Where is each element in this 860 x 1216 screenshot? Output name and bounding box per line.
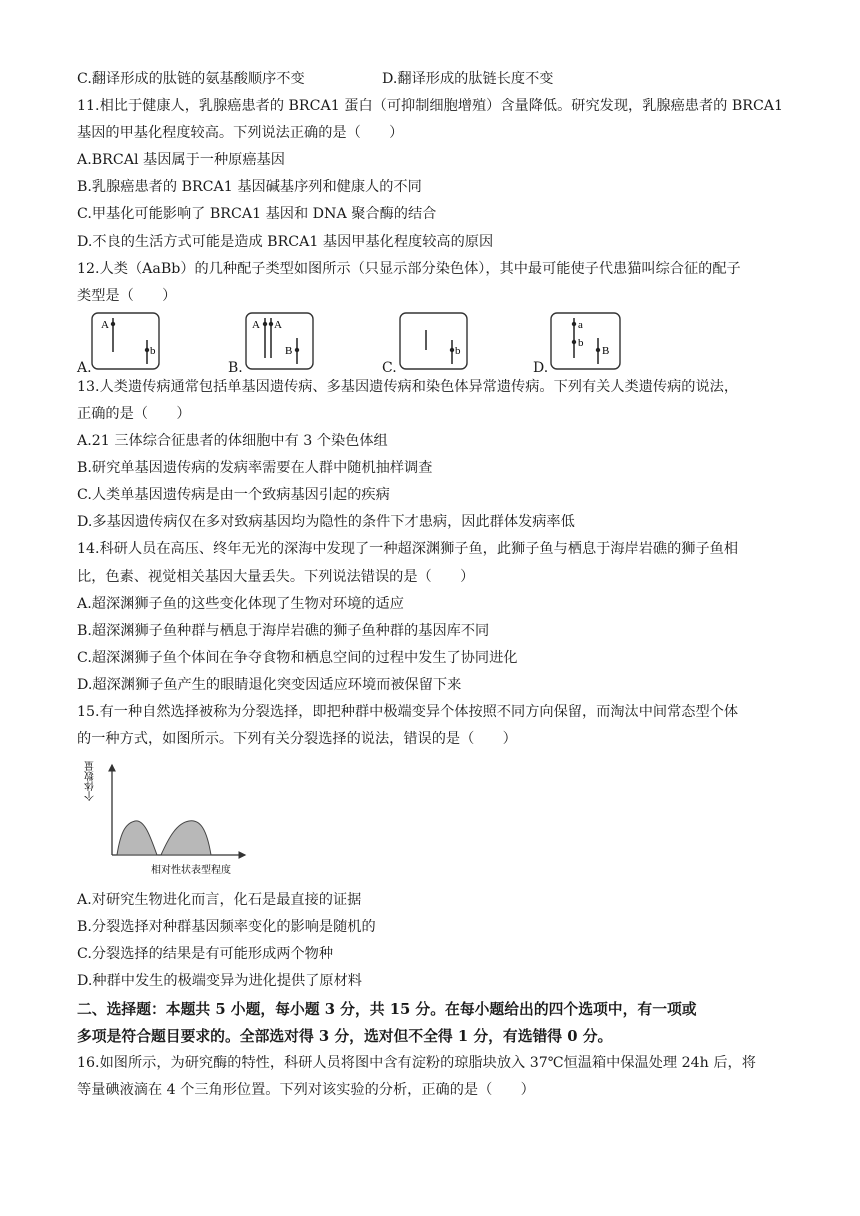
q10-options-row bbox=[77, 66, 785, 93]
q15-stem-line1: 15.有一种自然选择被称为分裂选择，即把种群中极端变异个体按照不同方向保留，而淘汰中间常态型个体 bbox=[77, 703, 739, 720]
q13-option-c[interactable]: C.人类单基因遗传病是由一个致病基因引起的疾病 bbox=[77, 487, 390, 504]
q15-option-a[interactable]: A.对研究生物进化而言，化石是最直接的证据 bbox=[77, 892, 362, 909]
q14-option-b[interactable]: B.超深渊狮子鱼种群与栖息于海岸岩礁的狮子鱼种群的基因库不同 bbox=[77, 622, 490, 639]
q12-option-a-letter: A. bbox=[77, 359, 92, 376]
q13-option-b[interactable]: B.研究单基因遗传病的发病率需要在人群中随机抽样调查 bbox=[77, 460, 433, 477]
q16-stem-line1: 16.如图所示，为研究酶的特性，科研人员将图中含有淀粉的琼脂块放入 37℃恒温箱中保温处理 24h 后，将 bbox=[77, 1054, 756, 1071]
q10-option-c[interactable]: C.翻译形成的肽链的氨基酸顺序不变 bbox=[77, 71, 305, 87]
q13-option-d[interactable]: D.多基因遗传病仅在多对致病基因均为隐性的条件下才患病，因此群体发病率低 bbox=[77, 514, 575, 531]
q13-stem-line1: 13.人类遗传病通常包括单基因遗传病、多基因遗传病和染色体异常遗传病。下列有关人类遗传病的说法， bbox=[77, 378, 739, 395]
allele-label: b bbox=[455, 344, 461, 357]
graph-y-label: 个体数量 bbox=[85, 761, 97, 802]
q11-stem-line1: 11.相比于健康人，乳腺癌患者的 BRCA1 蛋白（可抑制细胞增殖）含量降低。研究发现，乳腺癌患者的 BRCA1 bbox=[77, 98, 784, 115]
allele-label: b bbox=[578, 336, 584, 349]
q12-gamete-options bbox=[77, 312, 785, 374]
allele-label: a bbox=[578, 318, 583, 331]
q12-stem-line2: 类型是（ ） bbox=[77, 287, 177, 304]
q13-option-a[interactable]: A.21 三体综合征患者的体细胞中有 3 个染色体组 bbox=[77, 433, 388, 450]
q12-option-a[interactable] bbox=[77, 312, 167, 374]
disruptive-selection-diagram bbox=[77, 759, 257, 877]
q12-option-d[interactable] bbox=[533, 312, 633, 374]
q12-option-c[interactable] bbox=[382, 312, 472, 374]
allele-label: B bbox=[285, 344, 293, 357]
q15-option-d[interactable]: D.种群中发生的极端变异为进化提供了原材料 bbox=[77, 973, 362, 990]
q13-stem-line2: 正确的是（ ） bbox=[77, 405, 191, 422]
q14-option-a[interactable]: A.超深渊狮子鱼的这些变化体现了生物对环境的适应 bbox=[77, 595, 404, 612]
q11-option-b[interactable]: B.乳腺癌患者的 BRCA1 基因碱基序列和健康人的不同 bbox=[77, 179, 422, 196]
q12-stem-line1: 12.人类（AaBb）的几种配子类型如图所示（只显示部分染色体），其中最可能使子代患猫叫综合征的配子 bbox=[77, 260, 741, 277]
q14-option-c[interactable]: C.超深渊狮子鱼个体间在争夺食物和栖息空间的过程中发生了协同进化 bbox=[77, 649, 518, 666]
graph-x-label: 相对性状表型程度 bbox=[151, 865, 231, 877]
q14-stem-line2: 比，色素、视觉相关基因大量丢失。下列说法错误的是（ ） bbox=[77, 568, 475, 585]
gamete-d-diagram bbox=[550, 312, 622, 372]
q12-option-d-letter: D. bbox=[533, 359, 549, 376]
q15-selection-graph bbox=[77, 759, 785, 879]
q12-option-c-letter: C. bbox=[382, 359, 397, 376]
q15-option-c[interactable]: C.分裂选择的结果是有可能形成两个物种 bbox=[77, 946, 334, 963]
q14-stem-line1: 14.科研人员在高压、终年无光的深海中发现了一种超深渊狮子鱼，此狮子鱼与栖息于海岸岩礁的狮子鱼相 bbox=[77, 541, 739, 558]
allele-label: b bbox=[150, 344, 156, 357]
exam-page bbox=[77, 66, 785, 1104]
q15-option-b[interactable]: B.分裂选择对种群基因频率变化的影响是随机的 bbox=[77, 919, 376, 936]
q12-option-b-letter: B. bbox=[228, 359, 243, 376]
section2-heading-line1: 二、选择题：本题共 5 小题，每小题 3 分，共 15 分。在每小题给出的四个选项中，有一项或 bbox=[77, 1000, 697, 1018]
q15-stem-line2: 的一种方式，如图所示。下列有关分裂选择的说法，错误的是（ ） bbox=[77, 731, 517, 748]
q11-option-c[interactable]: C.甲基化可能影响了 BRCA1 基因和 DNA 聚合酶的结合 bbox=[77, 206, 437, 223]
q11-stem-line2: 基因的甲基化程度较高。下列说法正确的是（ ） bbox=[77, 125, 404, 142]
q11-option-a[interactable]: A.BRCAl 基因属于一种原癌基因 bbox=[77, 152, 285, 169]
gamete-c-diagram bbox=[399, 312, 469, 372]
allele-label: B bbox=[602, 344, 610, 357]
gamete-b-diagram bbox=[245, 312, 315, 372]
q11-option-d[interactable]: D.不良的生活方式可能是造成 BRCA1 基因甲基化程度较高的原因 bbox=[77, 233, 494, 250]
allele-label: A bbox=[274, 318, 282, 331]
gamete-a-diagram bbox=[91, 312, 161, 372]
allele-label: A bbox=[252, 318, 260, 331]
section2-heading-line2: 多项是符合题目要求的。全部选对得 3 分，选对但不全得 1 分，有选错得 0 分。 bbox=[77, 1027, 613, 1045]
q14-option-d[interactable]: D.超深渊狮子鱼产生的眼睛退化突变因适应环境而被保留下来 bbox=[77, 676, 462, 693]
q12-option-b[interactable] bbox=[228, 312, 318, 374]
q10-option-d[interactable]: D.翻译形成的肽链长度不变 bbox=[382, 71, 554, 87]
allele-label: A bbox=[101, 318, 109, 331]
q16-stem-line2: 等量碘液滴在 4 个三角形位置。下列对该实验的分析，正确的是（ ） bbox=[77, 1081, 535, 1098]
